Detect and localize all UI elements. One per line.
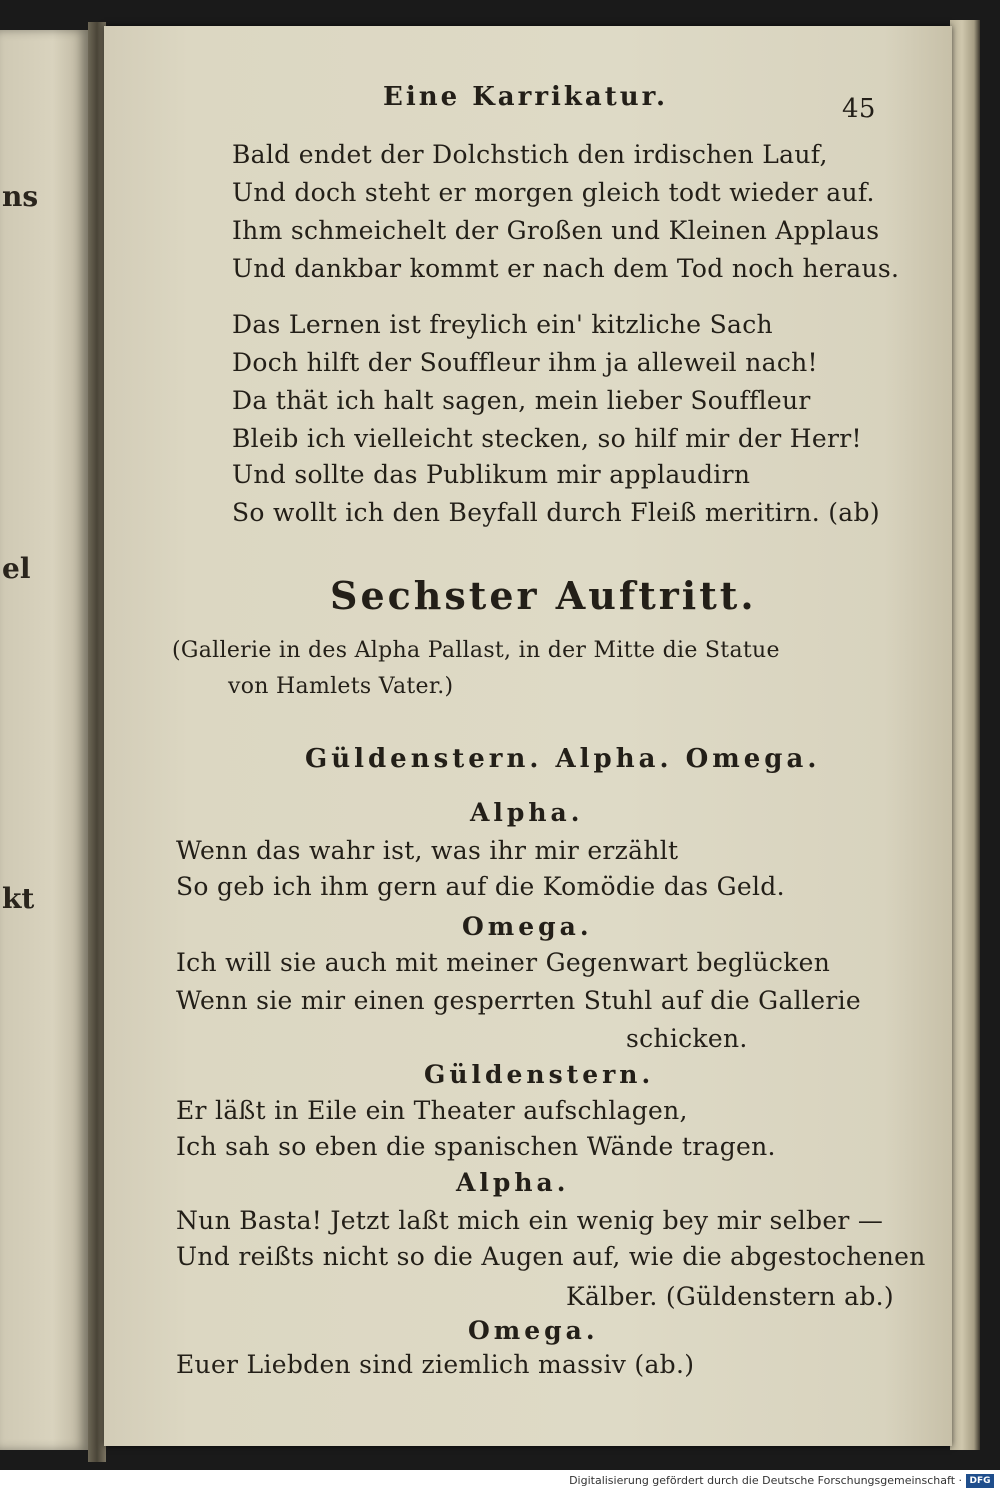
dialogue-line: Wenn das wahr ist, was ihr mir erzählt [176, 836, 679, 865]
dialogue-line: Ich will sie auch mit meiner Gegenwart beglücken [176, 948, 831, 977]
left-fragment: kt [2, 882, 35, 915]
left-fragment: ns [2, 180, 39, 213]
scene-title: Sechster Auftritt. [330, 573, 757, 618]
dialogue-line: Wenn sie mir einen gesperrten Stuhl auf die Gallerie [176, 986, 861, 1015]
left-page-edge [0, 30, 88, 1450]
verse-line: Da thät ich halt sagen, mein lieber Souffleur [232, 386, 811, 415]
verse-line: Ihm schmeichelt der Großen und Kleinen Applaus [232, 216, 880, 245]
dialogue-line: Nun Basta! Jetzt laßt mich ein wenig bey mir selber — [176, 1206, 884, 1235]
verse-line: Bleib ich vielleicht stecken, so hilf mir der Herr! [232, 424, 862, 453]
dialogue-line: Ich sah so eben die spanischen Wände tragen. [176, 1132, 776, 1161]
verse-line: Und sollte das Publikum mir applaudirn [232, 460, 751, 489]
speaker-name: Omega. [462, 912, 593, 941]
verse-line: Doch hilft der Souffleur ihm ja alleweil nach! [232, 348, 818, 377]
page-number: 45 [842, 94, 876, 124]
verse-line: Bald endet der Dolchstich den irdischen Lauf, [232, 140, 828, 169]
dfg-logo: DFG [966, 1474, 994, 1488]
funding-credit: Digitalisierung gefördert durch die Deutsche Forschungsgemeinschaft · [569, 1474, 962, 1487]
character-list: Güldenstern. Alpha. Omega. [305, 744, 821, 774]
running-head: Eine Karrikatur. [383, 82, 669, 112]
dialogue-line: Kälber. (Güldenstern ab.) [566, 1282, 894, 1311]
dialogue-line: So geb ich ihm gern auf die Komödie das Geld. [176, 872, 785, 901]
verse-line: Und doch steht er morgen gleich todt wieder auf. [232, 178, 875, 207]
verse-line: So wollt ich den Beyfall durch Fleiß meritirn. (ab) [232, 498, 880, 527]
left-fragment: el [2, 552, 31, 585]
speaker-name: Omega. [468, 1316, 599, 1345]
speaker-name: Alpha. [456, 1168, 570, 1197]
dialogue-line: Er läßt in Eile ein Theater aufschlagen, [176, 1096, 688, 1125]
verse-line: Und dankbar kommt er nach dem Tod noch heraus. [232, 254, 900, 283]
dialogue-line: Und reißts nicht so die Augen auf, wie die abgestochenen [176, 1242, 926, 1271]
speaker-name: Alpha. [470, 798, 584, 827]
page-stack-edge [950, 20, 980, 1450]
verse-line: Das Lernen ist freylich ein' kitzliche Sach [232, 310, 773, 339]
dialogue-line: Euer Liebden sind ziemlich massiv (ab.) [176, 1350, 695, 1379]
stage-direction: von Hamlets Vater.) [228, 674, 454, 699]
speaker-name: Güldenstern. [424, 1060, 655, 1089]
stage-direction: (Gallerie in des Alpha Pallast, in der Mitte die Statue [172, 638, 780, 663]
dialogue-line: schicken. [626, 1024, 748, 1053]
